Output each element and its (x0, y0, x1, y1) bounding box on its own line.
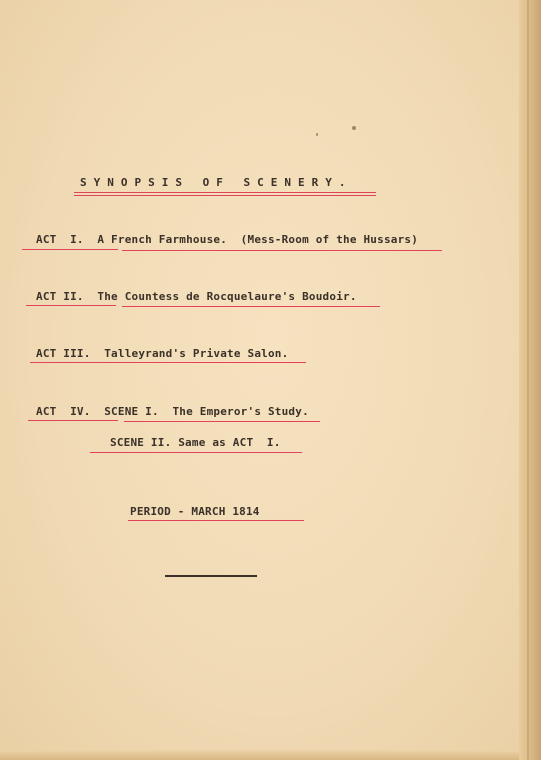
period-line: PERIOD - MARCH 1814 (130, 505, 260, 518)
paper-speck (352, 126, 356, 130)
act-4-scene-1-underline (124, 421, 320, 422)
page-edge-line (527, 0, 529, 760)
act-4-scene-1-line: ACT IV. SCENE I. The Emperor's Study. (36, 405, 309, 418)
act-2-underline (26, 305, 116, 306)
act-4-scene-2-underline (90, 452, 302, 453)
act-4-underline (28, 420, 118, 421)
closing-rule (165, 575, 257, 577)
paper-speck (316, 133, 318, 136)
act-3-line: ACT III. Talleyrand's Private Salon. (36, 347, 289, 360)
page-right-edge (519, 0, 541, 760)
title-underline (74, 192, 376, 196)
act-1-line: ACT I. A French Farmhouse. (Mess-Room of the Hussars) (36, 233, 419, 246)
act-1-underline (22, 249, 118, 250)
synopsis-title: SYNOPSIS OF SCENERY. (80, 176, 353, 189)
act-2-underline-2 (122, 306, 380, 307)
act-3-underline (30, 362, 306, 363)
act-2-line: ACT II. The Countess de Rocquelaure's Boudoir. (36, 290, 357, 303)
act-1-underline-2 (122, 250, 442, 251)
act-4-scene-2-line: SCENE II. Same as ACT I. (110, 436, 281, 449)
page-bottom-edge (0, 750, 541, 760)
period-underline (128, 520, 304, 521)
